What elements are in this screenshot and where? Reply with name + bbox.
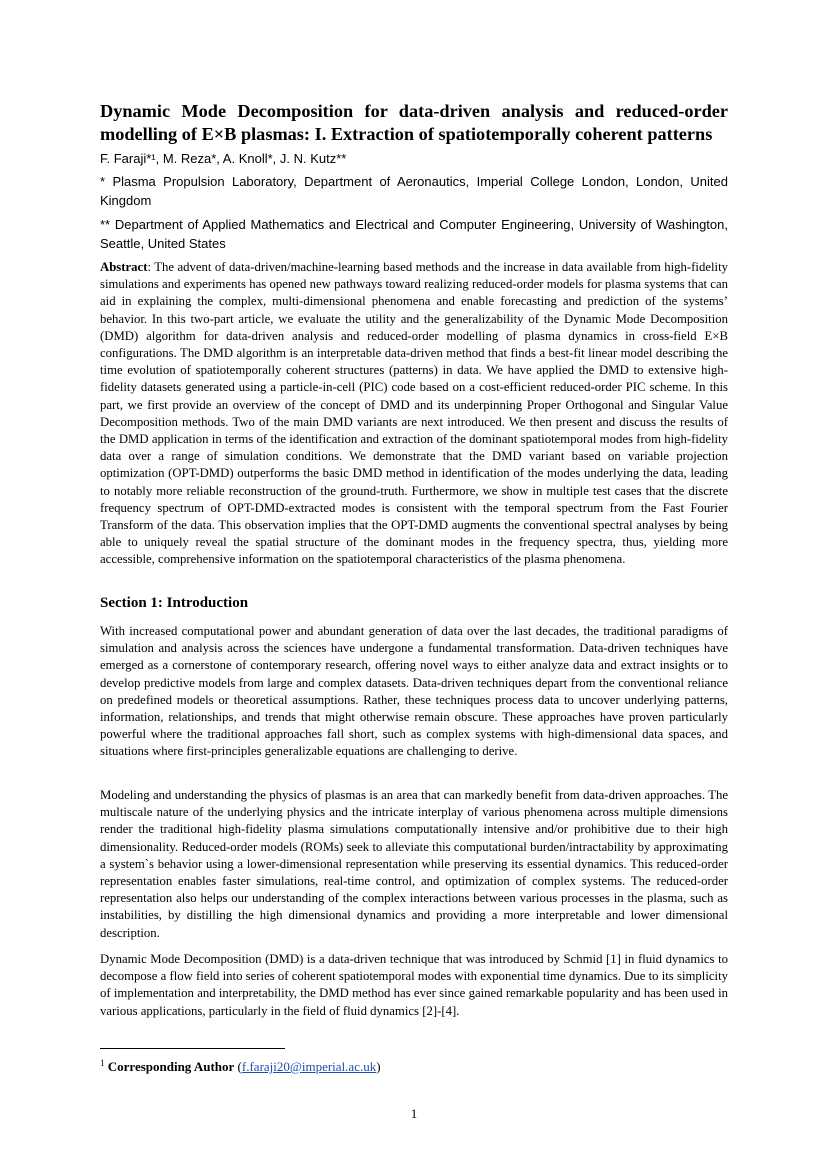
intro-paragraph-2: Modeling and understanding the physics of plasmas is an area that can markedly benefit from data-driven approaches. The multiscale nature of the underlying physics and the intricate interplay of various phenomena across multiple dimensions render the traditional high-fidelity plasma simulations computationally intensive and/or prohibitive due to their high dimensionality. Reduced-order models (ROMs) seek to alleviate this computational burden/intractability by approximating a system`s behavior using a lower-dimensional representation while preserving its essential dynamics. This reduced-order representation enables faster simulations, real-time control, and optimization of complex systems. The reduced-order representation also helps our understanding of the complex interactions between various processes in the plasma, such as instabilities, by distilling the high dimensional dynamics and providing a more interpretable and lower dimensional description.	[100, 788, 728, 940]
author-list: F. Faraji*¹, M. Reza*, A. Knoll*, J. N. Kutz**	[100, 151, 347, 166]
section-heading: Section 1: Introduction	[100, 595, 249, 611]
footnote-divider	[100, 1048, 285, 1049]
paper-title	[100, 100, 728, 146]
page-number: 1	[410, 1106, 418, 1121]
footnote-close: )	[376, 1059, 381, 1074]
intro-paragraph-3: Dynamic Mode Decomposition (DMD) is a data-driven technique that was introduced by Schmid [1] in fluid dynamics to decompose a flow field into series of coherent spatiotemporal modes with exponential time dynamics. Due to its simplicity of implementation and interpretability, the DMD method has ever since gained remarkable popularity and has been used in various applications, particularly in the field of fluid dynamics [2]-[4].	[100, 952, 728, 1018]
footnote-mark: 1	[100, 1058, 105, 1068]
intro-paragraph-1: With increased computational power and abundant generation of data over the last decades, the traditional paradigms of simulation and analysis across the sciences have undergone a fundamental transformation. Data-driven techniques have emerged as a cornerstone of contemporary research, offering novel ways to either analyze data and extract insights or to develop predictive models from large and complex datasets. Data-driven techniques depart from the conventional reliance on predefined models or theoretical assumptions. Rather, these techniques process data to uncover underlying patterns, information, relationships, and trends that might otherwise remain obscure. These approaches have proven particularly powerful where the traditional approaches fall short, such as complex systems with high-dimensional data spaces, and situations where first-principles generalizable equations are challenging to derive.	[100, 624, 728, 759]
footnote-open: (	[234, 1059, 242, 1074]
footnote	[100, 1054, 381, 1076]
abstract-text: : The advent of data-driven/machine-learning based methods and the increase in data available from high-fidelity simulations and experiments has opened new pathways toward realizing reduced-order models for plasma systems that can aid in explaining the complex, multi-dimensional phenomena and enable forecasting and prediction of the systems’ behavior. In this two-part article, we evaluate the utility and the generalizability of the Dynamic Mode Decomposition (DMD) algorithm for data-driven analysis and reduced-order modelling of plasma dynamics in cross-field E×B configurations. The DMD algorithm is an interpretable data-driven method that finds a best-fit linear model describing the time evolution of spatiotemporally coherent structures (patterns) in data. We have applied the DMD to extensive high-fidelity datasets generated using a particle-in-cell (PIC) code based on a cost-efficient reduced-order PIC scheme. In this part, we first provide an overview of the concept of DMD and its underpinning Proper Orthogonal and Singular Value Decomposition methods. Two of the main DMD variants are next introduced. We then present and discuss the results of the DMD application in terms of the identification and extraction of the dominant spatiotemporal modes from high-fidelity data over a range of simulation conditions. We demonstrate that the DMD variant based on variable projection optimization (OPT-DMD) outperforms the basic DMD method in identification of the modes underlying the data, leading to notably more reliable reconstruction of the ground-truth. Furthermore, we show in multiple test cases that the discrete frequency spectrum of OPT-DMD-extracted modes is consistent with the temporal spectrum from the Fast Fourier Transform of the data. This observation implies that the OPT-DMD augments the conventional spectral analyses by being able to uniquely reveal the spatial structure of the dominant modes in the frequency spectra, thus, yielding more accessible, comprehensive information on the spatiotemporal characteristics of the plasma phenomena.	[100, 260, 728, 567]
abstract	[100, 259, 728, 569]
footnote-label: Corresponding Author	[107, 1059, 235, 1074]
abstract-label: Abstract	[100, 260, 148, 274]
affiliation-washington: ** Department of Applied Mathematics and Electrical and Computer Engineering, University of Washington, Seattle, United States	[100, 217, 728, 251]
email-link[interactable]: f.faraji20@imperial.ac.uk	[241, 1059, 377, 1074]
title-line-2: modelling of E×B plasmas: I. Extraction of spatiotemporally coherent patterns	[100, 124, 713, 144]
affiliation-imperial: * Plasma Propulsion Laboratory, Department of Aeronautics, Imperial College London, London, United Kingdom	[100, 174, 728, 208]
title-line-1: Dynamic Mode Decomposition for data-driven analysis and reduced-order	[100, 101, 728, 121]
